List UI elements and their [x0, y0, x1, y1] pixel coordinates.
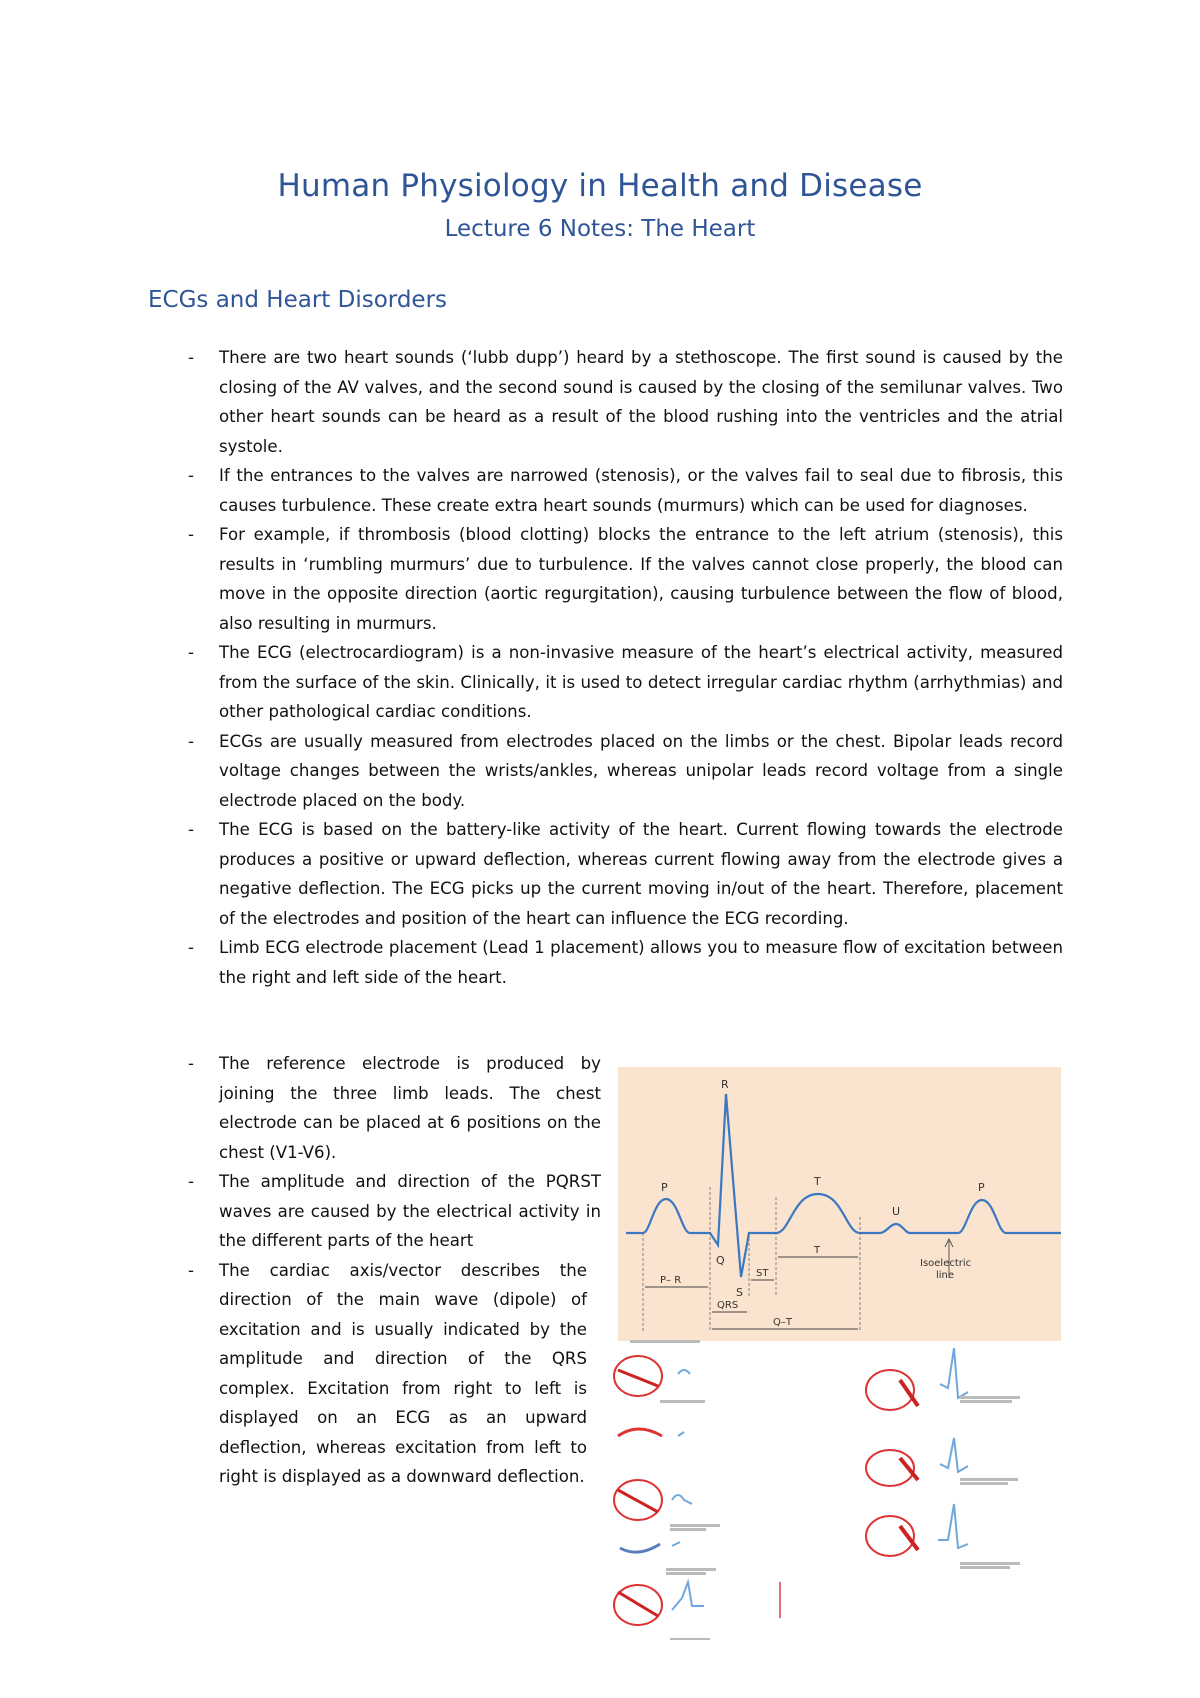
heart-thumbnail: [620, 1542, 680, 1552]
bullet-item: [148, 815, 1063, 933]
bullet-dash: -: [188, 525, 194, 544]
side-bullet-list: [148, 1049, 601, 1492]
heart-thumbnail: [866, 1438, 968, 1486]
bullet-item: [148, 933, 1063, 992]
bullet-item: [148, 1049, 601, 1167]
bullet-item: [148, 727, 1063, 816]
heart-thumbnail: [866, 1504, 968, 1556]
bullet-text: For example, if thrombosis (blood clotting) blocks the entrance to the left atrium (stenosis), this results in ‘rumbling murmurs’ due to turbulence. If the valves cannot close properly, the blood can move in the opposite direction (aortic regurgitation), causing turbulence between the flow of blood, also resulting in murmurs.: [219, 525, 1063, 633]
heart-thumbnail: [618, 1429, 684, 1436]
ecg-trace: [626, 1094, 1061, 1277]
ecg-label-qrs: QRS: [717, 1300, 739, 1311]
bullet-dash: -: [188, 820, 194, 839]
bullet-text: The amplitude and direction of the PQRST waves are caused by the electrical activity in the different parts of the heart: [219, 1172, 601, 1250]
bullet-dash: -: [188, 643, 194, 662]
ecg-figure: [618, 1067, 1061, 1341]
thumbnail-grid: [600, 1340, 1080, 1640]
ecg-diagram: [618, 1067, 1061, 1341]
bullet-text: ECGs are usually measured from electrodes placed on the limbs or the chest. Bipolar leads record voltage changes between the wrists/ankles, whereas unipolar leads record voltage from a single electrode placed on the body.: [219, 731, 1063, 810]
heart-thumbnail: [866, 1348, 968, 1410]
ecg-label-q: Q: [716, 1254, 725, 1267]
bullet-item: [148, 343, 1063, 461]
bullet-text: The ECG (electrocardiogram) is a non-invasive measure of the heart’s electrical activity, measured from the surface of the skin. Clinically, it is used to detect irregular cardiac rhythm (arrhythmias) and other pathological cardiac conditions.: [219, 643, 1063, 721]
thumbnail-caption-blur: [630, 1340, 1020, 1640]
ecg-label-p2: P: [978, 1181, 985, 1194]
cardiac-vector-thumbnails: [600, 1340, 1080, 1640]
ecg-label-s: S: [736, 1286, 743, 1299]
bullet-dash: -: [188, 1054, 194, 1073]
document-title: Human Physiology in Health and Disease: [277, 168, 923, 204]
ecg-label-pr: P– R: [660, 1275, 682, 1286]
ecg-label-t-interval: T: [814, 1245, 821, 1256]
bullet-item: [148, 520, 1063, 638]
ecg-label-qt: Q–T: [773, 1317, 792, 1328]
document-subtitle: Lecture 6 Notes: The Heart: [444, 216, 756, 242]
bullet-text: The reference electrode is produced by joining the three limb leads. The chest electrode can be placed at 6 positions on the chest (V1-V6).: [219, 1054, 601, 1162]
ecg-label-p1: P: [661, 1181, 668, 1194]
bullet-item: [148, 1256, 587, 1492]
ecg-label-t: T: [814, 1175, 821, 1188]
bullet-item: [148, 1167, 601, 1256]
heart-thumbnail: [614, 1582, 780, 1625]
section-heading: ECGs and Heart Disorders: [148, 287, 448, 313]
bullet-text: If the entrances to the valves are narrowed (stenosis), or the valves fail to seal due to fibrosis, this causes turbulence. These create extra heart sounds (murmurs) which can be used for diagnoses.: [219, 466, 1063, 515]
bullet-list: [148, 343, 1063, 992]
heart-thumbnail: [614, 1356, 690, 1396]
ecg-label-isoelectric: Isoelectric: [920, 1258, 972, 1269]
ecg-label-r: R: [721, 1078, 729, 1091]
bullet-dash: -: [188, 731, 194, 751]
bullet-text: The ECG is based on the battery-like activity of the heart. Current flowing towards the electrode produces a positive or upward deflection, whereas current flowing away from the electrode gives a negative deflection. The ECG picks up the current moving in/out of the heart. Therefore, placement of the electrodes and position of the heart can influence the ECG recording.: [219, 820, 1063, 928]
ecg-label-line: line: [936, 1270, 955, 1281]
ecg-label-u: U: [892, 1205, 901, 1218]
bullet-item: [148, 461, 1063, 520]
bullet-dash: -: [188, 938, 194, 957]
bullet-dash: -: [188, 466, 194, 485]
ecg-label-st: ST: [756, 1268, 769, 1279]
bullet-item: [148, 638, 1063, 727]
bullet-dash: -: [188, 1260, 194, 1280]
bullet-text: Limb ECG electrode placement (Lead 1 placement) allows you to measure flow of excitation between the right and left side of the heart.: [219, 938, 1063, 987]
bullet-dash: -: [188, 348, 194, 367]
bullet-dash: -: [188, 1172, 194, 1191]
heart-thumbnail: [614, 1480, 692, 1520]
bullet-text: The cardiac axis/vector describes the direction of the main wave (dipole) of excitation and is usually indicated by the amplitude and direction of the QRS complex. Excitation from right to left is displayed on an ECG as an upward deflection, whereas excitation from left to right is displayed as a downward deflection.: [219, 1260, 587, 1486]
bullet-text: There are two heart sounds (‘lubb dupp’) heard by a stethoscope. The first sound is caused by the closing of the AV valves, and the second sound is caused by the closing of the semilunar valves. Two other heart sounds can be heard as a result of the blood rushing into the ventricles and the atrial systole.: [219, 348, 1063, 456]
ecg-interval-arrows: [645, 1239, 953, 1329]
